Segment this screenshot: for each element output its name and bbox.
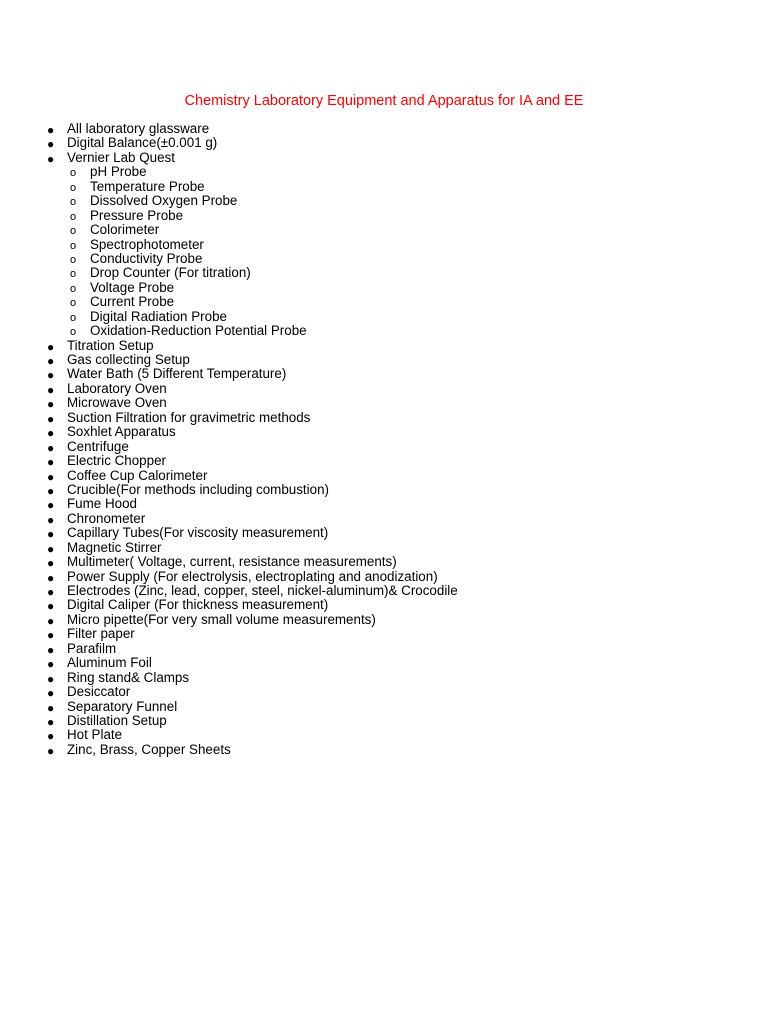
list-item-label: Distillation Setup xyxy=(67,712,167,728)
list-item-label: Micro pipette(For very small volume measurements) xyxy=(67,611,376,627)
bullet-icon: ● xyxy=(47,541,55,556)
sub-list-item-label: Conductivity Probe xyxy=(90,250,203,266)
bullet-icon: ● xyxy=(47,469,55,484)
bullet-icon: ● xyxy=(47,368,55,383)
list-item-label: Desiccator xyxy=(67,684,131,700)
bullet-icon: ● xyxy=(47,714,55,729)
list-item-label: Microwave Oven xyxy=(67,395,167,411)
list-item-label: Magnetic Stirrer xyxy=(67,539,162,555)
list-item-label: Ring stand& Clamps xyxy=(67,669,190,685)
list-item-label: Coffee Cup Calorimeter xyxy=(67,467,208,483)
bullet-icon: ● xyxy=(47,628,55,643)
bullet-icon: ● xyxy=(47,671,55,686)
list-item-label: Digital Caliper (For thickness measurement) xyxy=(67,597,329,613)
list-item-label: Laboratory Oven xyxy=(67,380,167,396)
hollow-circle-bullet-icon: o xyxy=(70,297,77,310)
hollow-circle-bullet-icon: o xyxy=(70,196,77,209)
list-item-label: All laboratory glassware xyxy=(67,121,210,136)
bullet-icon: ● xyxy=(47,512,55,527)
hollow-circle-bullet-icon: o xyxy=(70,326,77,339)
list-item-label: Parafilm xyxy=(67,640,117,656)
sub-list-item-label: Temperature Probe xyxy=(90,178,205,194)
list-item-label: Suction Filtration for gravimetric methods xyxy=(67,409,311,425)
sub-list-item-label: Spectrophotometer xyxy=(90,236,204,252)
list-item-label: Gas collecting Setup xyxy=(67,352,190,367)
bullet-icon: ● xyxy=(47,426,55,441)
list-item-label: Chronometer xyxy=(67,510,146,526)
hollow-circle-bullet-icon: o xyxy=(70,253,77,266)
bullet-icon: ● xyxy=(47,123,55,137)
bullet-icon: ● xyxy=(47,455,55,470)
list-item-label: Centrifuge xyxy=(67,438,129,454)
bullet-icon: ● xyxy=(47,570,55,585)
sub-list-item-label: pH Probe xyxy=(90,164,147,180)
list-item-label: Electric Chopper xyxy=(67,453,166,469)
list-item-label: Zinc, Brass, Copper Sheets xyxy=(67,741,231,757)
bullet-icon: ● xyxy=(47,151,55,166)
hollow-circle-bullet-icon: o xyxy=(70,225,77,238)
bullet-icon: ● xyxy=(47,411,55,426)
list-item-label: Titration Setup xyxy=(67,337,154,353)
bullet-icon: ● xyxy=(47,527,55,542)
sub-list-item-label: Oxidation-Reduction Potential Probe xyxy=(90,323,307,339)
sub-list-item-label: Dissolved Oxygen Probe xyxy=(90,193,238,209)
list-item-label: Hot Plate xyxy=(67,727,123,743)
bullet-icon: ● xyxy=(47,642,55,657)
bullet-icon: ● xyxy=(47,585,55,599)
bullet-icon: ● xyxy=(47,339,55,354)
bullet-icon: ● xyxy=(47,382,55,397)
hollow-circle-bullet-icon: o xyxy=(70,268,77,281)
bullet-icon: ● xyxy=(47,613,55,628)
list-item-label: Separatory Funnel xyxy=(67,698,178,714)
list-item-label: Aluminum Foil xyxy=(67,655,152,671)
list-item-label: Vernier Lab Quest xyxy=(67,149,175,165)
list-item-label: Soxhlet Apparatus xyxy=(67,424,176,440)
list-item-label: Filter paper xyxy=(67,626,135,642)
hollow-circle-bullet-icon: o xyxy=(70,210,77,223)
hollow-circle-bullet-icon: o xyxy=(70,167,77,180)
list-item-label: Power Supply (For electrolysis, electroplating and anodization) xyxy=(67,568,438,584)
list-item-label: Electrodes (Zinc, lead, copper, steel, nickel-aluminum)& Crocodile xyxy=(67,583,458,598)
list-item-label: Water Bath (5 Different Temperature) xyxy=(67,366,287,382)
list-item-label: Capillary Tubes(For viscosity measurement) xyxy=(67,525,329,541)
bullet-icon: ● xyxy=(47,556,55,571)
sub-list-item-label: Digital Radiation Probe xyxy=(90,308,227,324)
list-item-label: Fume Hood xyxy=(67,496,137,512)
bullet-icon: ● xyxy=(47,354,55,368)
sub-list-item-label: Drop Counter (For titration) xyxy=(90,265,251,281)
sub-list-item-label: Pressure Probe xyxy=(90,207,184,223)
bullet-icon: ● xyxy=(47,137,55,152)
bullet-icon: ● xyxy=(47,686,55,701)
document-title: Chemistry Laboratory Equipment and Apparatus for IA and EE xyxy=(184,93,584,109)
list-item-label: Crucible(For methods including combustion) xyxy=(67,481,329,497)
sub-list-item-label: Current Probe xyxy=(90,294,175,310)
sub-list-item-label: Colorimeter xyxy=(90,222,160,238)
bullet-icon: ● xyxy=(47,397,55,412)
hollow-circle-bullet-icon: o xyxy=(70,311,77,324)
bullet-icon: ● xyxy=(47,440,55,455)
sub-list-item-label: Voltage Probe xyxy=(90,279,175,295)
hollow-circle-bullet-icon: o xyxy=(70,181,77,194)
hollow-circle-bullet-icon: o xyxy=(70,239,77,252)
bullet-icon: ● xyxy=(47,599,55,614)
bullet-icon: ● xyxy=(47,700,55,715)
bullet-icon: ● xyxy=(47,743,55,758)
list-item-label: Multimeter( Voltage, current, resistance measurements) xyxy=(67,554,397,570)
bullet-icon: ● xyxy=(47,657,55,672)
bullet-icon: ● xyxy=(47,483,55,498)
hollow-circle-bullet-icon: o xyxy=(70,282,77,295)
bullet-icon: ● xyxy=(47,498,55,513)
bullet-icon: ● xyxy=(47,729,55,744)
list-item-label: Digital Balance(±0.001 g) xyxy=(67,135,218,151)
